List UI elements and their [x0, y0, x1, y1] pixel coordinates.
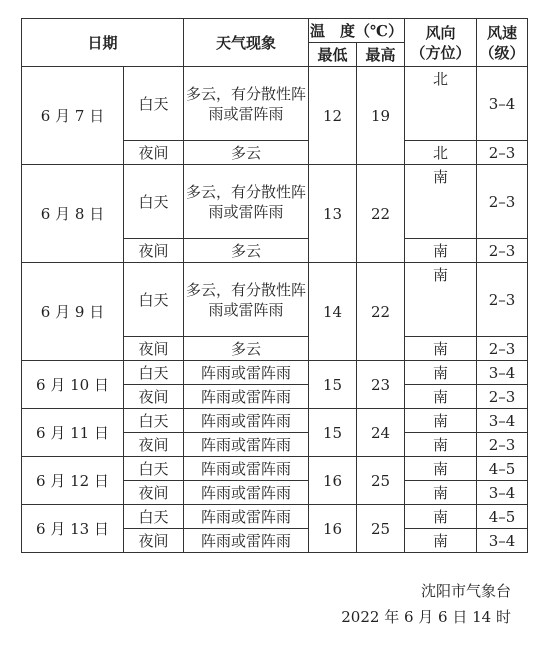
wind-dir-night: 南 — [405, 337, 477, 361]
header-wind-dir-label: 风向 — [425, 23, 456, 42]
temp-min: 14 — [309, 263, 357, 361]
wind-speed-night: 2–3 — [477, 385, 528, 409]
weather-night: 多云 — [184, 141, 309, 165]
wind-speed-day: 2–3 — [477, 263, 528, 337]
period-day: 白天 — [124, 67, 184, 141]
period-night: 夜间 — [124, 385, 184, 409]
wind-dir-night: 北 — [405, 141, 477, 165]
weather-night: 阵雨或雷阵雨 — [184, 529, 309, 553]
wind-speed-night: 2–3 — [477, 141, 528, 165]
wind-speed-day: 4–5 — [477, 505, 528, 529]
weather-day: 阵雨或雷阵雨 — [184, 409, 309, 433]
temp-max: 19 — [357, 67, 405, 165]
period-night: 夜间 — [124, 337, 184, 361]
table-row — [22, 457, 528, 481]
weather-night: 阵雨或雷阵雨 — [184, 385, 309, 409]
period-night: 夜间 — [124, 481, 184, 505]
footer-issued: 2022 年 6 月 6 日 14 时 — [341, 608, 511, 626]
wind-dir-night: 南 — [405, 385, 477, 409]
wind-speed-day: 4–5 — [477, 457, 528, 481]
wind-dir-night: 南 — [405, 239, 477, 263]
temp-min: 15 — [309, 361, 357, 409]
wind-dir-day: 南 — [405, 457, 477, 481]
temp-min: 16 — [309, 457, 357, 505]
header-min: 最低 — [309, 43, 357, 67]
temp-min: 16 — [309, 505, 357, 553]
footer-org: 沈阳市气象台 — [420, 582, 511, 600]
table-row — [22, 263, 528, 337]
wind-speed-night: 3–4 — [477, 481, 528, 505]
period-night: 夜间 — [124, 433, 184, 457]
weather-night: 多云 — [184, 239, 309, 263]
wind-dir-day: 南 — [405, 409, 477, 433]
header-wind-speed-sub: （级） — [479, 43, 525, 62]
wind-dir-day: 南 — [405, 165, 477, 239]
temp-max: 22 — [357, 263, 405, 361]
wind-dir-night: 南 — [405, 529, 477, 553]
temp-min: 12 — [309, 67, 357, 165]
date-cell: 6 月 7 日 — [22, 67, 124, 165]
weather-night: 多云 — [184, 337, 309, 361]
weather-day: 阵雨或雷阵雨 — [184, 457, 309, 481]
temp-max: 24 — [357, 409, 405, 457]
wind-dir-day: 南 — [405, 505, 477, 529]
wind-dir-day: 南 — [405, 361, 477, 385]
wind-speed-night: 2–3 — [477, 433, 528, 457]
date-cell: 6 月 13 日 — [22, 505, 124, 553]
temp-max: 25 — [357, 505, 405, 553]
period-night: 夜间 — [124, 529, 184, 553]
header-wind-speed-label: 风速 — [487, 23, 518, 42]
header-temp: 温 度（℃） — [309, 19, 405, 43]
period-day: 白天 — [124, 165, 184, 239]
date-cell: 6 月 11 日 — [22, 409, 124, 457]
header-wind-dir — [405, 19, 477, 67]
temp-max: 25 — [357, 457, 405, 505]
wind-speed-day: 3–4 — [477, 67, 528, 141]
weather-day: 多云，有分散性阵雨或雷阵雨 — [184, 263, 309, 337]
wind-speed-night: 2–3 — [477, 239, 528, 263]
header-max: 最高 — [357, 43, 405, 67]
header-wind-speed — [477, 19, 528, 67]
table-row — [22, 505, 528, 529]
table-row — [22, 165, 528, 239]
temp-min: 13 — [309, 165, 357, 263]
period-day: 白天 — [124, 457, 184, 481]
period-day: 白天 — [124, 409, 184, 433]
temp-max: 23 — [357, 361, 405, 409]
weather-night: 阵雨或雷阵雨 — [184, 433, 309, 457]
date-cell: 6 月 9 日 — [22, 263, 124, 361]
weather-day: 阵雨或雷阵雨 — [184, 505, 309, 529]
weather-day: 阵雨或雷阵雨 — [184, 361, 309, 385]
wind-dir-night: 南 — [405, 433, 477, 457]
forecast-table — [21, 18, 528, 553]
weather-day: 多云，有分散性阵雨或雷阵雨 — [184, 67, 309, 141]
period-night: 夜间 — [124, 239, 184, 263]
temp-min: 15 — [309, 409, 357, 457]
wind-speed-day: 2–3 — [477, 165, 528, 239]
wind-speed-day: 3–4 — [477, 409, 528, 433]
wind-speed-day: 3–4 — [477, 361, 528, 385]
period-day: 白天 — [124, 505, 184, 529]
header-weather: 天气现象 — [184, 19, 309, 67]
date-cell: 6 月 12 日 — [22, 457, 124, 505]
temp-max: 22 — [357, 165, 405, 263]
weather-day: 多云，有分散性阵雨或雷阵雨 — [184, 165, 309, 239]
table-row — [22, 409, 528, 433]
wind-dir-day: 南 — [405, 263, 477, 337]
table-row — [22, 361, 528, 385]
header-date: 日期 — [22, 19, 184, 67]
wind-dir-night: 南 — [405, 481, 477, 505]
wind-speed-night: 3–4 — [477, 529, 528, 553]
date-cell: 6 月 8 日 — [22, 165, 124, 263]
wind-dir-day: 北 — [405, 67, 477, 141]
table-row — [22, 67, 528, 141]
date-cell: 6 月 10 日 — [22, 361, 124, 409]
weather-night: 阵雨或雷阵雨 — [184, 481, 309, 505]
period-day: 白天 — [124, 361, 184, 385]
period-day: 白天 — [124, 263, 184, 337]
wind-speed-night: 2–3 — [477, 337, 528, 361]
period-night: 夜间 — [124, 141, 184, 165]
header-wind-dir-sub: （方位） — [410, 43, 471, 62]
